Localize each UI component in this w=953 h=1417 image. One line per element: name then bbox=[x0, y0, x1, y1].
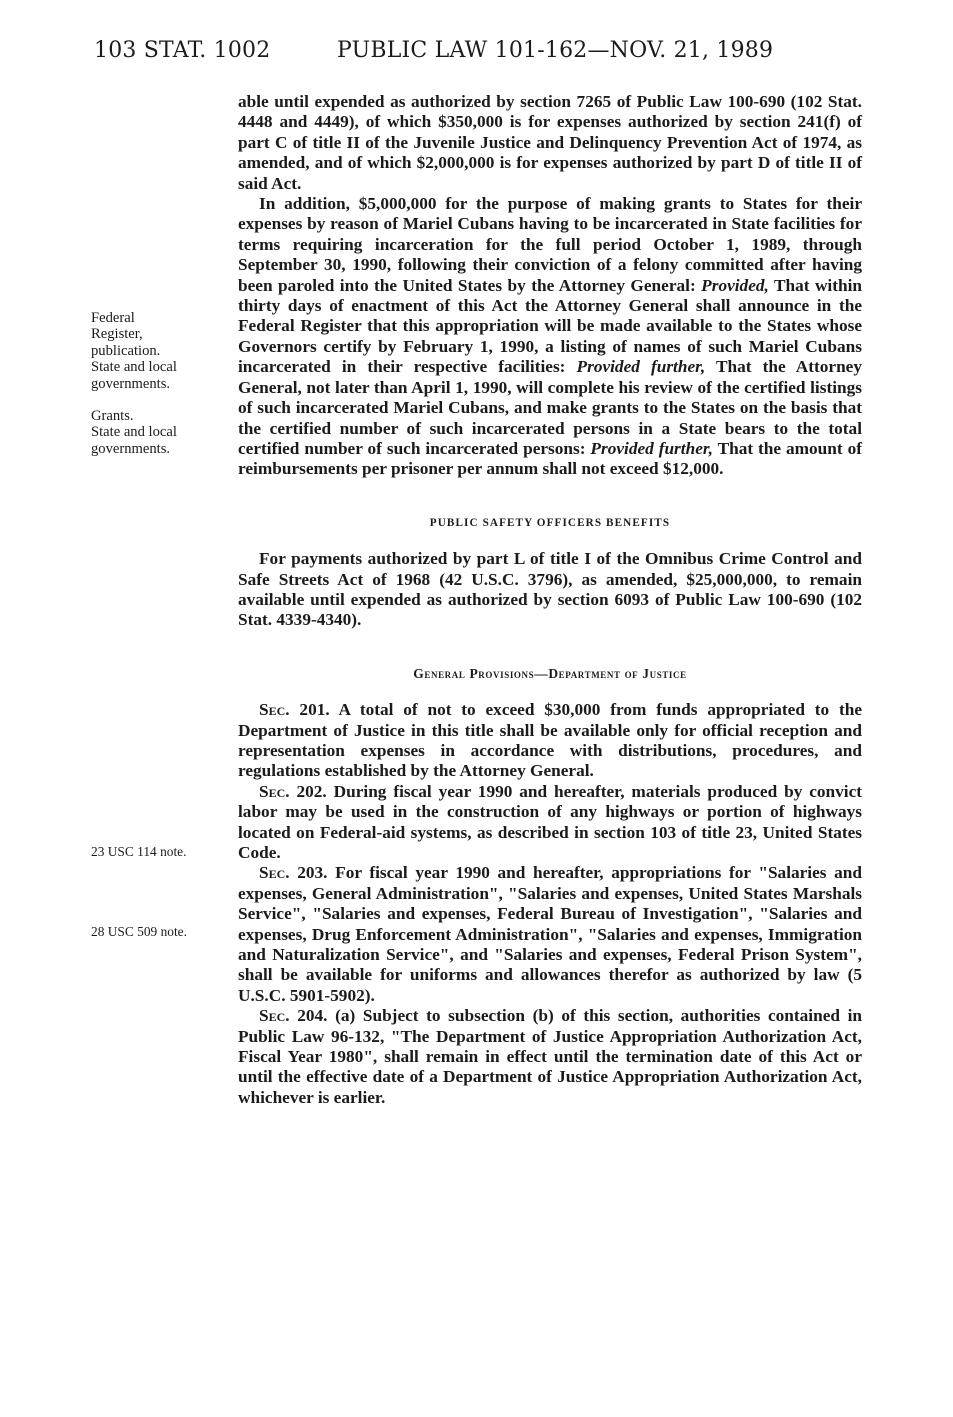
section-text: During fiscal year 1990 and hereafter, materials produced by convict labor may be used in the construction of any highways or portion of highways located on Federal-aid systems, as described in section 103 of title 23, United States Code. bbox=[238, 781, 863, 862]
section-label: Sec. bbox=[259, 781, 290, 801]
section-label: Sec. bbox=[259, 1006, 290, 1026]
proviso-italic: Provided further, bbox=[576, 357, 706, 377]
margin-note-line: Federal bbox=[91, 310, 135, 326]
section-number: 202. bbox=[289, 781, 327, 801]
paragraph-mariel-cubans bbox=[238, 194, 862, 480]
public-law-title: PUBLIC LAW 101-162—NOV. 21, 1989 bbox=[337, 38, 774, 63]
section-204 bbox=[238, 1006, 862, 1108]
heading-public-safety-officers-benefits: PUBLIC SAFETY OFFICERS BENEFITS bbox=[429, 516, 671, 529]
text-run: In addition, $5,000,000 for the purpose of making grants to States for their expenses by reason of Mariel Cubans having to be incarcerated in State facilities for terms requiring incarceration for the full period October 1, 1989, through September 30, 1990, following their conviction of a felony committed after having been paroled into the United States by the Attorney General: bbox=[238, 194, 862, 295]
section-201 bbox=[238, 700, 862, 782]
statute-page-reference: 103 STAT. 1002 bbox=[94, 38, 271, 63]
margin-note-line: publication. bbox=[91, 342, 161, 359]
margin-note-line: State and local bbox=[91, 359, 177, 376]
heading-general-provisions: General Provisions—Department of Justice bbox=[413, 665, 687, 681]
section-label: Sec. bbox=[259, 700, 290, 720]
section-label: Sec. bbox=[259, 863, 290, 883]
margin-note-28-usc: 28 USC 509 note. bbox=[91, 924, 187, 939]
section-number: 204. bbox=[289, 1006, 328, 1026]
text-run: That the amount of reimbursements per prisoner per annum shall not exceed $12,000. bbox=[238, 438, 862, 479]
margin-note-line: Register, bbox=[91, 326, 143, 343]
margin-note-line: Grants. bbox=[91, 408, 134, 424]
proviso-italic: Provided, bbox=[701, 275, 769, 295]
page-header bbox=[0, 38, 953, 72]
text-run: That within thirty days of enactment of this Act the Attorney General shall announce in the Federal Register that this appropriation will be made available to the States whose Governors certify by February 1, 1990, a listing of names of such Mariel Cubans incarcerated in their respective facilities: bbox=[238, 275, 863, 377]
paragraph-public-safety-payments: For payments authorized by part L of title I of the Omnibus Crime Control and Safe Streets Act of 1968 (42 U.S.C. 3796), as amended, $25,000,000, to remain available until expended as authorized by section 6093 of Public Law 100-690 (102 Stat. 4339-4340). bbox=[238, 549, 862, 630]
section-text: A total of not to exceed $30,000 from funds appropriated to the Department of Justice in this title shall be available only for official reception and representation expenses in accordance with distributions, procedures, and regulations established by the Attorney General. bbox=[238, 700, 863, 781]
proviso-italic: Provided further, bbox=[590, 438, 713, 458]
margin-note-line: governments. bbox=[91, 375, 171, 392]
margin-note-grants bbox=[91, 408, 229, 457]
margin-note-federal-register bbox=[91, 310, 229, 392]
section-number: 201. bbox=[289, 700, 330, 720]
text-run: That the Attorney General, not later than April 1, 1990, will complete his review of the certified listings of such incarcerated Mariel Cubans, and make grants to the States on the basis that the certified number of such incarcerated persons in a State bears to the total certified number of such incarcerated persons: bbox=[238, 357, 862, 458]
section-text: (a) Subject to subsection (b) of this section, authorities contained in Public Law 96-132, "The Department of Justice Appropriation Authorization Act, Fiscal Year 1980", shall remain in effect until the termination date of this Act or until the effective date of a Department of Justice Appropriation Authorization Act, whichever is earlier. bbox=[238, 1006, 862, 1107]
margin-note-line: governments. bbox=[91, 440, 171, 457]
margin-note-line: State and local bbox=[91, 424, 177, 441]
section-number: 203. bbox=[289, 863, 328, 883]
section-203 bbox=[238, 863, 862, 1006]
paragraph-appropriation-continued: able until expended as authorized by section 7265 of Public Law 100-690 (102 Stat. 4448 and 4449), of which $350,000 is for expenses authorized by section 241(f) of part C of title II of the Juvenile Justice and Delinquency Prevention Act of 1974, as amended, and of which $2,000,000 is for expenses authorized by part D of title II of said Act. bbox=[238, 92, 862, 193]
margin-note-23-usc: 23 USC 114 note. bbox=[91, 844, 187, 859]
law-body-text bbox=[238, 92, 862, 1108]
section-text: For fiscal year 1990 and hereafter, appropriations for "Salaries and expenses, General Administration", "Salaries and expenses, United States Marshals Service", "Salaries and expenses, Federal Bureau of Investigation", "Salaries and expenses, Drug Enforcement Administration", "Salaries and expenses, Immigration and Naturalization Service", and "Salaries and expenses, Federal Prison System", shall be available for uniforms and allowances therefor as authorized by law (5 U.S.C. 5901-5902). bbox=[238, 863, 863, 1005]
section-202 bbox=[238, 782, 862, 864]
